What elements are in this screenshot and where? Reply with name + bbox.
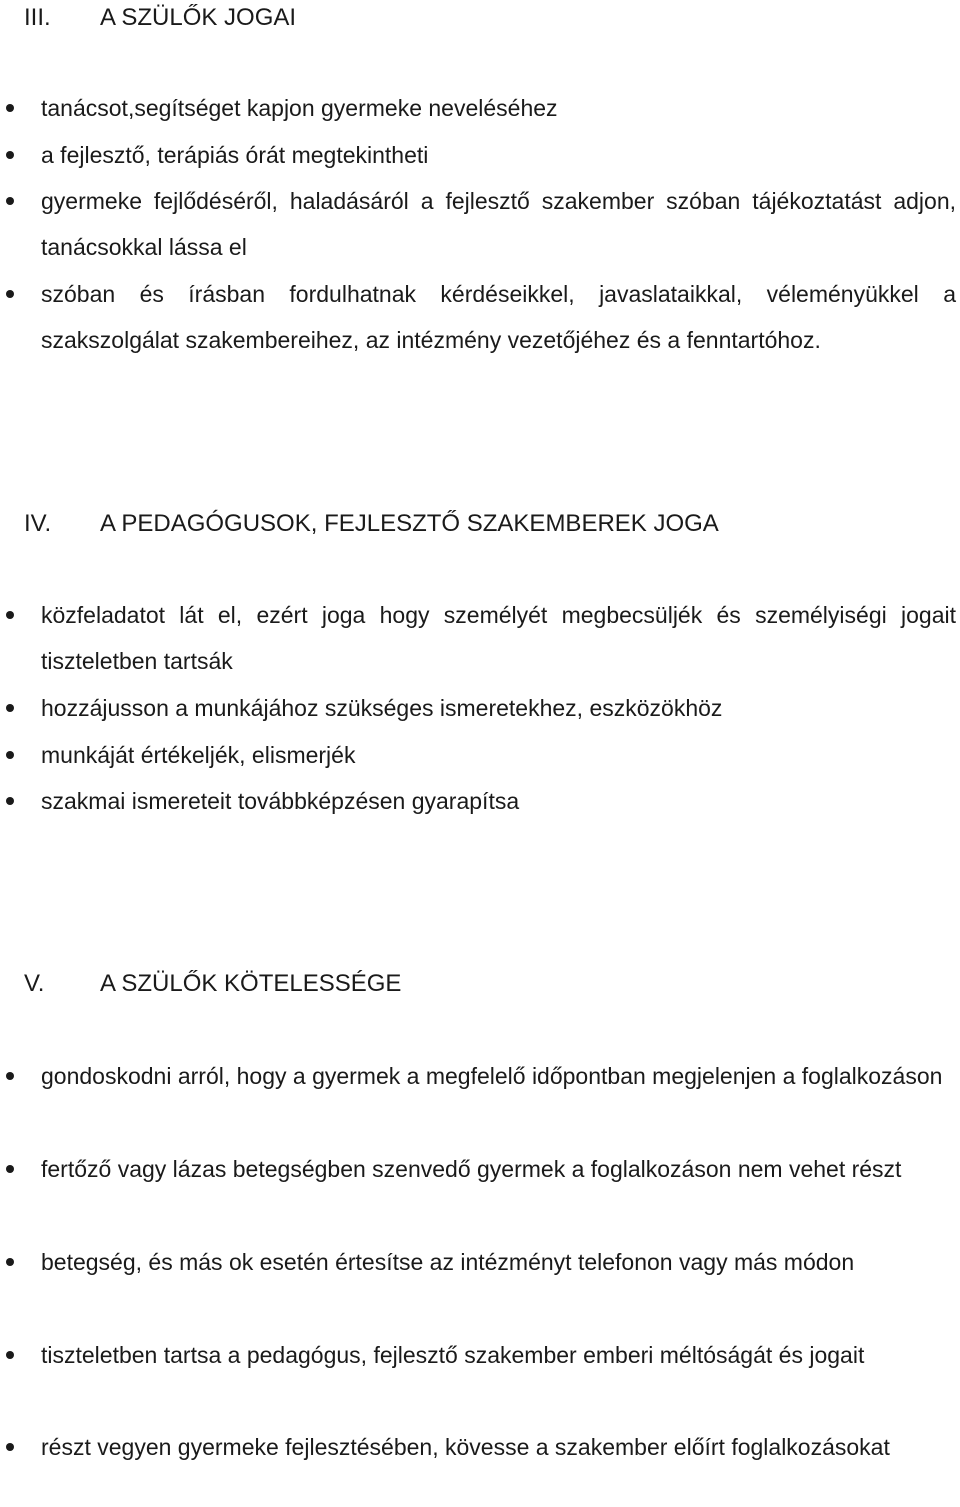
section-number: V.	[24, 970, 45, 997]
section-heading-iii	[24, 2, 296, 34]
section-heading-iv	[24, 508, 719, 540]
list-item: szakmai ismereteit továbbképzésen gyarapítsa	[41, 788, 520, 814]
section-number: III.	[24, 4, 51, 31]
bullet-icon	[6, 611, 14, 619]
bullet-icon	[6, 797, 14, 805]
list-item: szóban és írásban fordulhatnak kérdéseikkel, javaslataikkal, véleményükkel a szakszolgálat szakembereihez, az intézmény vezetőjéhez és a fenntartóhoz.	[41, 281, 956, 353]
list-item: gondoskodni arról, hogy a gyermek a megfelelő időpontban megjelenjen a foglalkozáson	[41, 1063, 943, 1089]
list-item: betegség, és más ok esetén értesítse az intézményt telefonon vagy más módon	[41, 1249, 855, 1275]
bullet-icon	[6, 1072, 14, 1080]
list-item: részt vegyen gyermeke fejlesztésében, kövesse a szakember előírt foglalkozásokat	[41, 1434, 890, 1460]
list-item: gyermeke fejlődéséről, haladásáról a fejlesztő szakember szóban tájékoztatást adjon, tanácsokkal lássa el	[41, 188, 956, 260]
bullet-icon	[6, 151, 14, 159]
list-item: közfeladatot lát el, ezért joga hogy személyét megbecsüljék és személyiségi jogait tiszteletben tartsák	[41, 602, 956, 674]
bullet-icon	[6, 197, 14, 205]
list-item: tiszteletben tartsa a pedagógus, fejlesztő szakember emberi méltóságát és jogait	[41, 1342, 865, 1368]
section-title: A SZÜLŐK JOGAI	[100, 4, 297, 31]
list-item: tanácsot,segítséget kapjon gyermeke neveléséhez	[41, 95, 558, 121]
list-item: fertőző vagy lázas betegségben szenvedő gyermek a foglalkozáson nem vehet részt	[41, 1156, 902, 1182]
bullet-icon	[6, 751, 14, 759]
section-title: A PEDAGÓGUSOK, FEJLESZTŐ SZAKEMBEREK JOGA	[100, 510, 719, 537]
list-item: munkáját értékeljék, elismerjék	[41, 742, 356, 768]
section-title: A SZÜLŐK KÖTELESSÉGE	[100, 970, 402, 997]
bullet-icon	[6, 1443, 14, 1451]
bullet-icon	[6, 704, 14, 712]
bullet-icon	[6, 1165, 14, 1173]
section-heading-v	[24, 968, 401, 1000]
bullet-icon	[6, 290, 14, 298]
bullet-icon	[6, 1258, 14, 1266]
list-item: a fejlesztő, terápiás órát megtekintheti	[41, 142, 429, 168]
bullet-icon	[6, 104, 14, 112]
list-item: hozzájusson a munkájához szükséges ismeretekhez, eszközökhöz	[41, 695, 723, 721]
section-number: IV.	[24, 510, 52, 537]
bullet-icon	[6, 1351, 14, 1359]
